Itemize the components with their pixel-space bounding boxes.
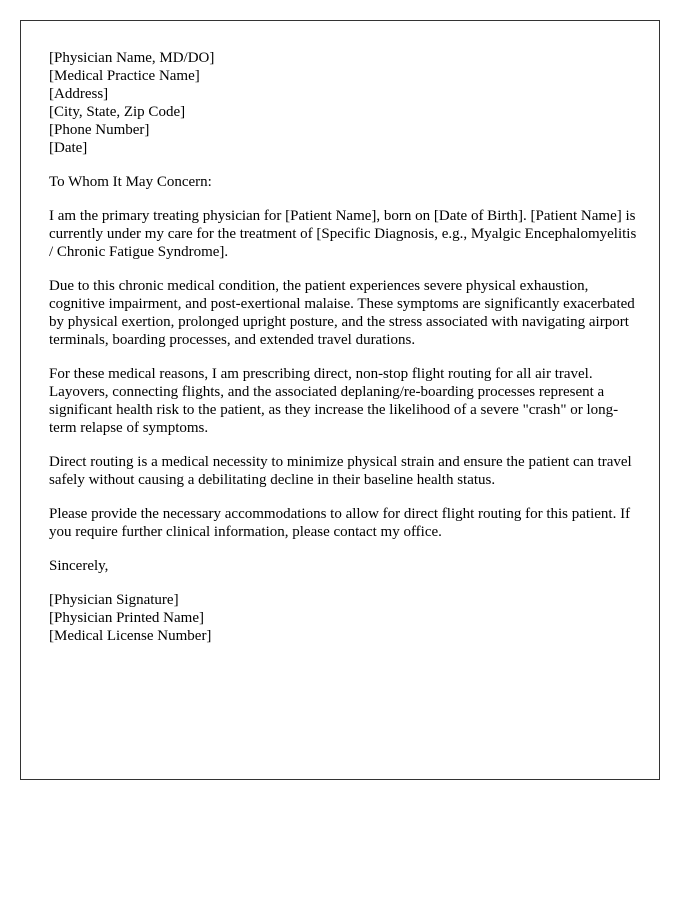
letter-page: [20, 20, 660, 780]
city-state-zip: [City, State, Zip Code]: [49, 104, 186, 120]
physician-signature: [Physician Signature]: [49, 592, 179, 608]
salutation: To Whom It May Concern:: [49, 174, 212, 190]
paragraph-necessity: Direct routing is a medical necessity to minimize physical strain and ensure the patient can travel safely without causing a debilitating decline in their baseline health status.: [49, 454, 632, 488]
physician-name: [Physician Name, MD/DO]: [49, 50, 215, 66]
phone-number: [Phone Number]: [49, 122, 150, 138]
signature-block: [49, 591, 639, 645]
medical-license-number: [Medical License Number]: [49, 628, 212, 644]
paragraph-diagnosis: I am the primary treating physician for [Patient Name], born on [Date of Birth]. [Patient Name] is currently under my care for the treatment of [Specific Diagnosis, e.g., Myalgic Encephalomyelitis / Chronic Fatigue Syndrome].: [49, 208, 637, 260]
paragraph-symptoms: Due to this chronic medical condition, the patient experiences severe physical exhaustion, cognitive impairment, and post-exertional malaise. These symptoms are significantly exacerbated by physical exertion, prolonged upright posture, and the stress associated with navigating airport terminals, boarding processes, and extended travel durations.: [49, 278, 635, 348]
paragraph-request: Please provide the necessary accommodations to allow for direct flight routing for this patient. If you require further clinical information, please contact my office.: [49, 506, 631, 540]
letter-content: [49, 49, 639, 645]
letter-header: [49, 49, 639, 157]
practice-name: [Medical Practice Name]: [49, 68, 200, 84]
address: [Address]: [49, 86, 109, 102]
paragraph-prescription: For these medical reasons, I am prescribing direct, non-stop flight routing for all air travel. Layovers, connecting flights, and the associated deplaning/re-boarding processes represent a significant health risk to the patient, as they increase the likelihood of a severe "crash" or long-term relapse of symptoms.: [49, 366, 619, 436]
closing: Sincerely,: [49, 558, 109, 574]
letter-date: [Date]: [49, 140, 88, 156]
physician-printed-name: [Physician Printed Name]: [49, 610, 204, 626]
